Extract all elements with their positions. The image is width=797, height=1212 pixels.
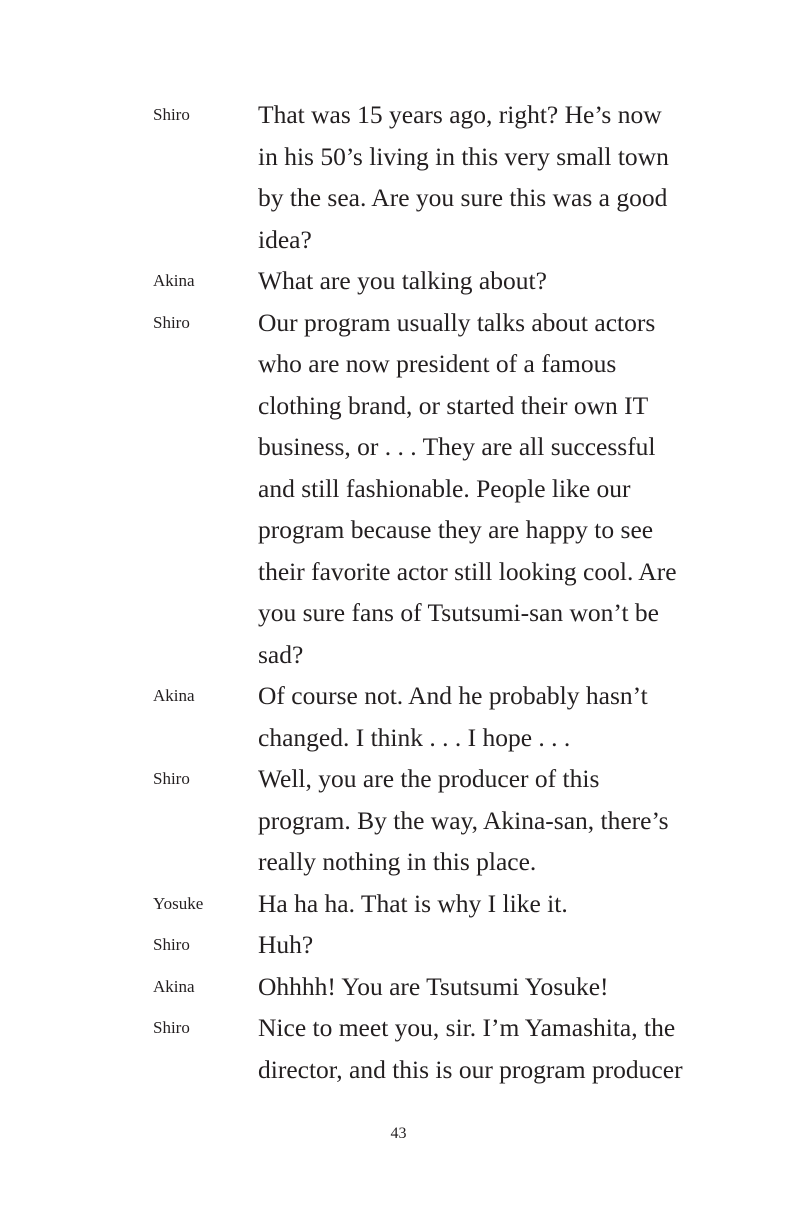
speech-text bbox=[258, 260, 778, 302]
speech-line: Ohhhh! You are Tsutsumi Yosuke! bbox=[258, 971, 609, 1001]
speech-line: really nothing in this place. bbox=[258, 847, 537, 876]
speech-text bbox=[258, 1007, 778, 1090]
speaker-name: Akina bbox=[153, 271, 195, 290]
dialogue-entry bbox=[0, 94, 797, 260]
speaker-name: Shiro bbox=[153, 935, 190, 954]
speech-line: sad? bbox=[258, 639, 304, 669]
speaker-name: Shiro bbox=[153, 769, 190, 788]
speech-line: you sure fans of Tsutsumi-san won’t be bbox=[258, 598, 659, 627]
speech-line: idea? bbox=[258, 224, 312, 254]
dialogue-entry bbox=[0, 302, 797, 676]
speech-line: by the sea. Are you sure this was a good bbox=[258, 183, 668, 212]
speech-line: Our program usually talks about actors bbox=[258, 307, 656, 337]
speech-line: That was 15 years ago, right? He’s now bbox=[258, 100, 662, 129]
speech-line: in his 50’s living in this very small town bbox=[258, 141, 669, 171]
speech-line: their favorite actor still looking cool. Are bbox=[258, 556, 677, 586]
speech-text bbox=[258, 883, 778, 925]
dialogue-entry bbox=[0, 924, 797, 966]
speech-line: clothing brand, or started their own IT bbox=[258, 390, 649, 420]
speech-line: program. By the way, Akina-san, there’s bbox=[258, 805, 669, 835]
speech-line: and still fashionable. People like our bbox=[258, 473, 631, 503]
dialogue-entry bbox=[0, 1007, 797, 1090]
speech-line: Huh? bbox=[258, 930, 314, 959]
speech-line: changed. I think . . . I hope . . . bbox=[258, 722, 571, 752]
dialogue-script bbox=[0, 94, 797, 1090]
speaker-name: Yosuke bbox=[153, 893, 204, 913]
speech-line: program because they are happy to see bbox=[258, 515, 654, 544]
speech-line: director, and this is our program producer bbox=[258, 1054, 683, 1084]
speaker-name: Shiro bbox=[153, 105, 190, 124]
speech-line: business, or . . . They are all successful bbox=[258, 432, 656, 461]
speech-line: Nice to meet you, sir. I’m Yamashita, the bbox=[258, 1013, 676, 1042]
page-number: 43 bbox=[390, 1125, 407, 1142]
dialogue-entry bbox=[0, 675, 797, 758]
speech-line: who are now president of a famous bbox=[258, 349, 617, 378]
speech-text bbox=[258, 675, 778, 758]
speech-line: What are you talking about? bbox=[258, 266, 547, 295]
dialogue-entry bbox=[0, 966, 797, 1008]
speech-text bbox=[258, 758, 778, 883]
speaker-name: Akina bbox=[153, 976, 195, 996]
speaker-name: Shiro bbox=[153, 312, 190, 332]
speaker-name: Shiro bbox=[153, 1018, 190, 1037]
dialogue-entry bbox=[0, 260, 797, 302]
speech-line: Ha ha ha. That is why I like it. bbox=[258, 888, 568, 918]
speaker-name: Akina bbox=[153, 686, 195, 705]
speech-text bbox=[258, 302, 778, 676]
speech-text bbox=[258, 924, 778, 966]
speech-line: Of course not. And he probably hasn’t bbox=[258, 681, 648, 710]
dialogue-entry bbox=[0, 883, 797, 925]
dialogue-entry bbox=[0, 758, 797, 883]
speech-line: Well, you are the producer of this bbox=[258, 764, 600, 793]
speech-text bbox=[258, 966, 778, 1008]
speech-text bbox=[258, 94, 778, 260]
